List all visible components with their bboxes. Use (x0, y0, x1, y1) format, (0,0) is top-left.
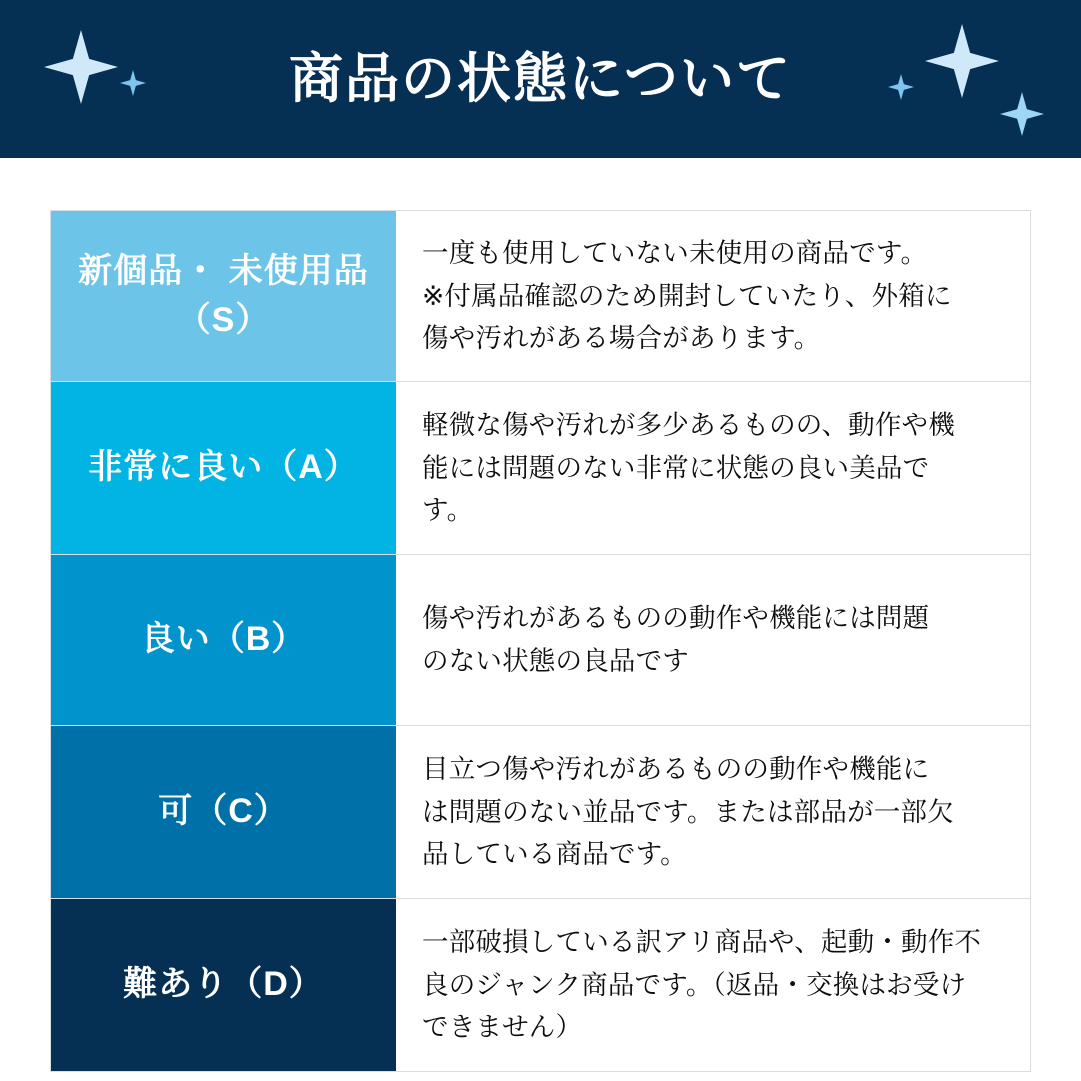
description-s (396, 211, 1030, 381)
table-row (51, 899, 1030, 1071)
condition-grade-table (50, 210, 1031, 1072)
table-row (51, 726, 1030, 899)
description-a-line3: す。 (422, 495, 474, 526)
description-s-line2: ※付属品確認のため開封していたり、外箱に (422, 280, 952, 311)
description-s-line3: 傷や汚れがある場合があります。 (422, 323, 821, 354)
description-a-line2: 能には問題のない非常に状態の良い美品で (422, 452, 930, 483)
grade-label-s-line2: 未使用品（S） (176, 251, 369, 339)
description-c-line1: 目立つ傷や汚れがあるものの動作や機能に (422, 753, 930, 784)
sparkle-large-right-icon (925, 24, 999, 98)
description-d (396, 899, 1030, 1071)
description-s-line1: 一度も使用していない未使用の商品です。 (422, 237, 928, 268)
grade-label-s (51, 211, 396, 381)
description-a-line1: 軽微な傷や汚れが多少あるものの、動作や機 (422, 409, 955, 440)
grade-label-b (51, 555, 396, 725)
header-banner (0, 0, 1081, 158)
grade-label-d-line1: 難あり（D） (123, 965, 324, 1004)
grade-label-a (51, 382, 396, 554)
description-d-line3: できません） (422, 1012, 583, 1043)
sparkle-small-right-icon (888, 74, 914, 100)
description-d-line2: 良のジャンク商品です。（返品・交換はお受け (422, 969, 967, 1000)
sparkle-small-left-icon (120, 70, 146, 96)
table-row (51, 211, 1030, 382)
description-b-line1: 傷や汚れがあるものの動作や機能には問題 (422, 603, 930, 634)
table-row (51, 555, 1030, 726)
page-title: 商品の状態について (289, 49, 792, 109)
table-row (51, 382, 1030, 555)
grade-label-a-line1: 非常に良い（A） (88, 448, 359, 487)
grade-label-s-line1: 新個品・ (78, 251, 219, 290)
sparkle-large-left-icon (44, 30, 118, 104)
description-d-line1: 一部破損している訳アリ商品や、起動・動作不 (422, 926, 982, 957)
grade-label-b-line1: 良い（B） (140, 620, 307, 659)
description-c-line2: は問題のない並品です。または部品が一部欠 (422, 796, 954, 827)
description-c (396, 726, 1030, 898)
description-a (396, 382, 1030, 554)
description-c-line3: 品している商品です。 (422, 839, 687, 870)
sparkle-medium-right-icon (1000, 92, 1044, 136)
description-b (396, 555, 1030, 725)
grade-label-c (51, 726, 396, 898)
grade-label-d (51, 899, 396, 1071)
description-b-line2: のない状態の良品です (422, 646, 689, 676)
grade-label-c-line1: 可（C） (158, 792, 289, 831)
